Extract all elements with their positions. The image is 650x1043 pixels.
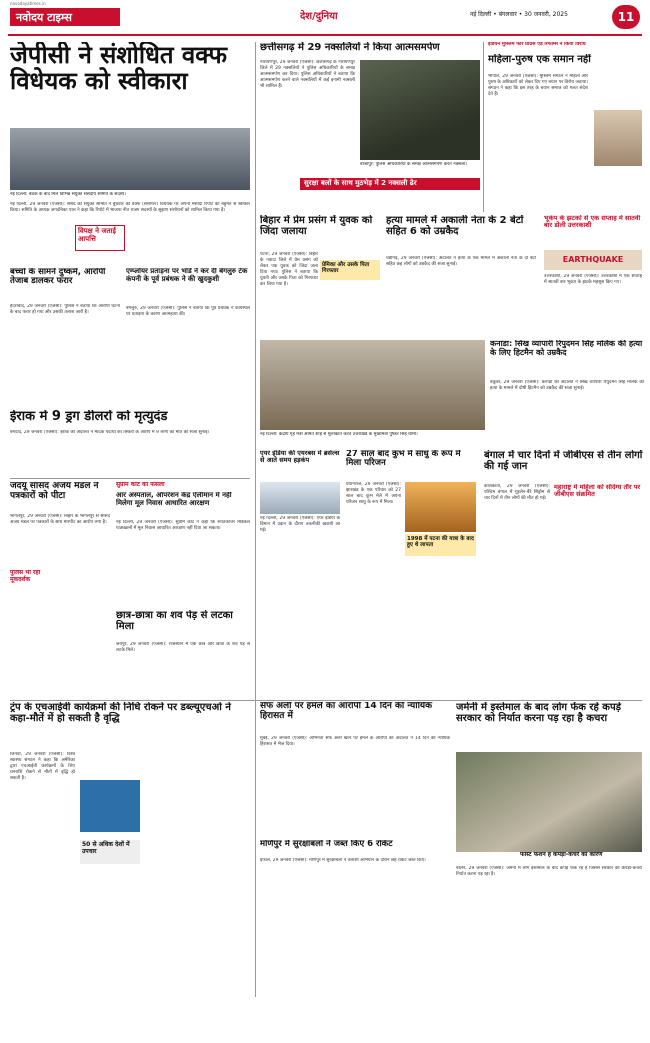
page-number: 11	[612, 5, 640, 29]
women-kicker: इंडियन मुस्लिम फॉर प्रोग्रेस एंड रिफॉर्म्स ने किया विरोध	[488, 42, 586, 47]
bihar-box: प्रेमिका और उसके पिता गिरफ्तार	[320, 260, 380, 280]
supreme-kicker: सुप्रीम कोर्ट का फैसला	[116, 482, 165, 488]
germany-caption: फास्ट फैशन है कपड़ा-कचरे का कारण	[520, 852, 603, 858]
column-rule	[483, 42, 484, 212]
students-headline: छात्र-छात्रा का शव पेड़ से लटका मिला	[116, 610, 233, 632]
suicide-body: बेंगलुरु, 29 जनवरी (एजेंसी): पुलिस ने बताया कि पूर्व प्रबंधक ने कार्यस्थल पर प्रताड़ना के कारण आत्महत्या की।	[126, 306, 250, 317]
naxal-body: नारायणपुर, 29 जनवरी (एजेंसी): छत्तीसगढ़ के नारायणपुर जिले में 29 नक्सलियों ने पुलिस अधिकारियों के समक्ष आत्मसमर्पण कर दिया। पुलिस अधिकारियों ने बताया कि आत्मसमर्पण करने वाले नक्सलियों में कई इनामी नक्सली भी शामिल हैं।	[260, 60, 355, 89]
women-body: भोपाल, 29 जनवरी (एजेंसी): मुस्लिम संगठन ने महिला और पुरुष के अधिकारों को लेकर दिए गए बयान पर विरोध जताया। संगठन ने कहा कि इस तरह के बयान समाज को गलत संदेश देते हैं।	[488, 74, 588, 97]
kumbh-box: 1998 में पटना की यात्रा के बाद हुए थे लापता	[405, 534, 476, 556]
akali-headline: हत्या मामले में अकाली नेता के 2 बेटों सहित 6 को उम्रकैद	[386, 215, 524, 237]
meeting-photo	[260, 340, 485, 430]
iraq-body: बगदाद, 29 जनवरी (एजेंसी): इराक की अदालत ने मादक पदार्थों की तस्करी के आरोप में 9 लोगों को मौत की सजा सुनाई।	[10, 430, 210, 435]
naxal-banner: सुरक्षा बलों के साथ मुठभेड़ में 2 नक्सली ढेर	[300, 178, 480, 190]
akali-body: चंडीगढ़, 29 जनवरी (एजेंसी): अदालत ने हत्या के एक मामले में अकाली नेता के दो बेटों सहित छह लोगों को उम्रकैद की सजा सुनाई।	[386, 256, 536, 267]
bihar-body: पटना, 29 जनवरी (एजेंसी): बिहार के नवादा जिले में प्रेम प्रसंग को लेकर एक युवक को जिंदा जला दिया गया। पुलिस ने बताया कि युवती और उसके पिता को गिरफ्तार कर लिया गया है।	[260, 252, 318, 287]
jdu-headline: जदयू सांसद अजय मंडल ने पत्रकारों को पीटा	[10, 482, 99, 501]
iraq-headline: ईराक में 9 ड्रग डीलरों को मृत्युदंड	[10, 410, 168, 424]
kumbh-headline: 27 साल बाद कुंभ में साधु के रूप में मिला परिजन	[346, 450, 461, 469]
naxal-caption: बीजापुर: पुलिस अधिकारियों के समक्ष आत्मसमर्पण करते नक्सली।	[360, 162, 468, 167]
who-photo	[80, 780, 140, 832]
meeting-caption: नई दिल्ली: केंद्रीय गृह मंत्री अमित शाह से मुलाकात करते उत्तराखंड के मुख्यमंत्री पुष्कर सिंह धामी।	[260, 432, 418, 437]
airindia-body: नई दिल्ली, 29 जनवरी (एजेंसी): एयर इंडिया के विमान में उड़ान के दौरान तकनीकी खराबी आ गई।	[260, 516, 340, 533]
waqf-photo	[10, 128, 250, 190]
edition-line: नई दिल्ली • बंगलवार • 30 जनवरी, 2025	[470, 11, 568, 18]
gbs-body: कोलकाता, 29 जनवरी (एजेंसी): पश्चिम बंगाल में गुइलेन-बैरे सिंड्रोम से चार दिनों में तीन लोगों की मौत हो गई।	[484, 484, 550, 501]
bihar-headline: बिहार में प्रेम प्रसंग में युवक को जिंदा जलाया	[260, 215, 373, 237]
trump-headline: ट्रंप के एचआईवी कार्यक्रमों की निधि रोकने पर डब्ल्यूएचओ ने कहा-मौतें में हो सकती है वृद्धि	[10, 702, 231, 724]
site-url: navodayatimes.in	[10, 1, 46, 6]
masthead	[0, 0, 650, 38]
waqf-caption: नई दिल्ली: बैठक के बाद मिले विभिन्न संयुक्त संसदीय समिति के सदस्य।	[10, 192, 126, 197]
waqf-headline: जेपीसी ने संशोधित वक्फ विधेयक को स्वीकारा	[10, 42, 227, 96]
naxal-headline: छत्तीसगढ़ में 29 नक्सलियों ने किया आत्मसमर्पण	[260, 42, 440, 53]
gbs-headline: बंगाल में चार दिनों में जीबीएस से तीन लोगों की गई जान	[484, 450, 643, 472]
canada-headline: कनाडा: सिख व्यापारी रिपुदमन सिंह मलिक की हत्या के लिए हिटमैन को उम्रकैद	[490, 340, 643, 357]
women-headline: महिला-पुरुष एक समान नहीं	[488, 54, 591, 65]
saif-headline: सैफ अली पर हमले का आरोपी 14 दिन की न्यायिक हिरासत में	[260, 702, 433, 721]
waqf-body: नई दिल्ली, 29 जनवरी (एजेंसी): संसद की संयुक्त समिति ने बुधवार को वक्फ (संशोधन) विधेयक पर अपनी मसौदा रिपोर्ट को बहुमत से स्वीकार किया। समिति के अध्यक्ष जगदंबिका पाल ने कहा कि रिपोर्ट में भाजपा नीत राजग सदस्यों के सुझाए संशोधनों को शामिल किया गया है।	[10, 202, 250, 213]
manipur-body: इंफाल, 29 जनवरी (एजेंसी): मणिपुर में सुरक्षाबलों ने तलाशी अभियान के दौरान छह रॉकेट जब्त किए।	[260, 858, 426, 863]
canada-body: वैंकूवर, 29 जनवरी (एजेंसी): कनाडा की अदालत ने सिख व्यापारी रिपुदमन सिंह मलिक की हत्या के मामले में दोषी हिटमैन को उम्रकैद की सजा सुनाई।	[490, 380, 644, 391]
fake-notes-headline: बच्चों के सामने दुष्कर्म, आरोपी तेजाब डालकर फरार	[10, 268, 106, 287]
saif-body: मुंबई, 29 जनवरी (एजेंसी): अभिनेता सैफ अली खान पर हमले के आरोपी को अदालत ने 14 दिन की न्यायिक हिरासत में भेज दिया।	[260, 736, 450, 747]
kumbh-body: प्रयागराज, 29 जनवरी (एजेंसी): झारखंड के एक परिवार को 27 साल बाद कुंभ मेले में अपना परिजन साधु के रूप में मिला।	[346, 482, 401, 505]
column-rule	[255, 42, 256, 997]
germany-headline: जर्मनी में इस्तेमाल के बाद लोग फेंक रहे कपड़े सरकार को निर्यात करना पड़ रहा है कचरा	[456, 702, 622, 724]
section-label: देश/दुनिया	[300, 11, 338, 22]
fake-notes-body: हैदराबाद, 29 जनवरी (एजेंसी): पुलिस ने बताया कि आरोपी घटना के बाद फरार हो गया और उसकी तलाश जारी है।	[10, 304, 120, 315]
row-rule	[10, 478, 250, 479]
row-rule	[10, 700, 642, 701]
germany-body: बर्लिन, 29 जनवरी (एजेंसी): जर्मनी में लोग इस्तेमाल के बाद कपड़े फेंक रहे हैं जिससे सरकार को कपड़ा-कचरा निर्यात करना पड़ रहा है।	[456, 866, 642, 877]
naxal-photo	[360, 60, 480, 160]
manipur-headline: मणिपुर में सुरक्षाबलों ने जब्त किए 6 रॉकेट	[260, 840, 393, 849]
supreme-body: नई दिल्ली, 29 जनवरी (एजेंसी): सुप्रीम कोर्ट ने कहा कि स्नातकोत्तर मेडिकल पाठ्यक्रमों में मूल निवास आधारित आरक्षण नहीं दिया जा सकता।	[116, 520, 250, 531]
jdu-body: भागलपुर, 29 जनवरी (एजेंसी): बिहार के भागलपुर से सांसद अजय मंडल पर पत्रकारों के साथ मारपीट का आरोप लगा है।	[10, 514, 110, 525]
suicide-headline: एम्प्लॉयर प्रताड़ना पर भोंडे ने कर दी बेंगलुरु टेक कंपनी के पूर्व प्रबंधक ने की खुदकुशी	[126, 268, 248, 283]
germany-photo	[456, 752, 642, 852]
jdu-kicker: पुलिस भी रही मूकदर्शक	[10, 570, 41, 583]
gbs-sub: महाराष्ट्र में महिला को संदिग्ध तौर पर जीबीएस संक्रमित	[554, 484, 641, 499]
quake-graphic: EARTHQUAKE	[544, 250, 642, 270]
quake-headline: भूकंप के झटकों से एक सप्ताह में सातवीं बार डोली उत्तरकाशी	[544, 215, 641, 230]
kumbh-photo	[405, 482, 476, 532]
masthead-rule	[8, 34, 642, 36]
airindia-photo	[260, 482, 340, 514]
paper-name: नवोदय टाइम्स	[10, 8, 120, 26]
airindia-headline: एयर इंडिया की एयरबस में ब्रसेल्स से आते समय हड़कंप	[260, 450, 340, 465]
students-body: जयपुर, 29 जनवरी (एजेंसी): राजस्थान में एक छात्र और छात्रा के शव पेड़ से लटके मिले।	[116, 642, 250, 653]
waqf-side-box: विपक्ष ने जताई आपत्ति	[75, 225, 125, 251]
women-photo	[594, 110, 642, 166]
quake-body: उत्तरकाशी, 29 जनवरी (एजेंसी): उत्तरकाशी में एक सप्ताह में सातवीं बार भूकंप के झटके महसूस किए गए।	[544, 274, 642, 285]
supreme-headline: आर अस्पताल, ऑपरेशन केंद्र ऐलीमान में नहीं मिलेगा मूल निवास आधारित आरक्षण	[116, 492, 232, 507]
trump-body: जिनेवा, 29 जनवरी (एजेंसी): विश्व स्वास्थ्य संगठन ने कहा कि अमेरिका द्वारा एचआईवी कार्यक्रमों के लिए धनराशि रोकने से मौतों में वृद्धि हो सकती है।	[10, 752, 75, 781]
trump-box: 50 से अधिक देशों में उपचार	[80, 840, 140, 864]
